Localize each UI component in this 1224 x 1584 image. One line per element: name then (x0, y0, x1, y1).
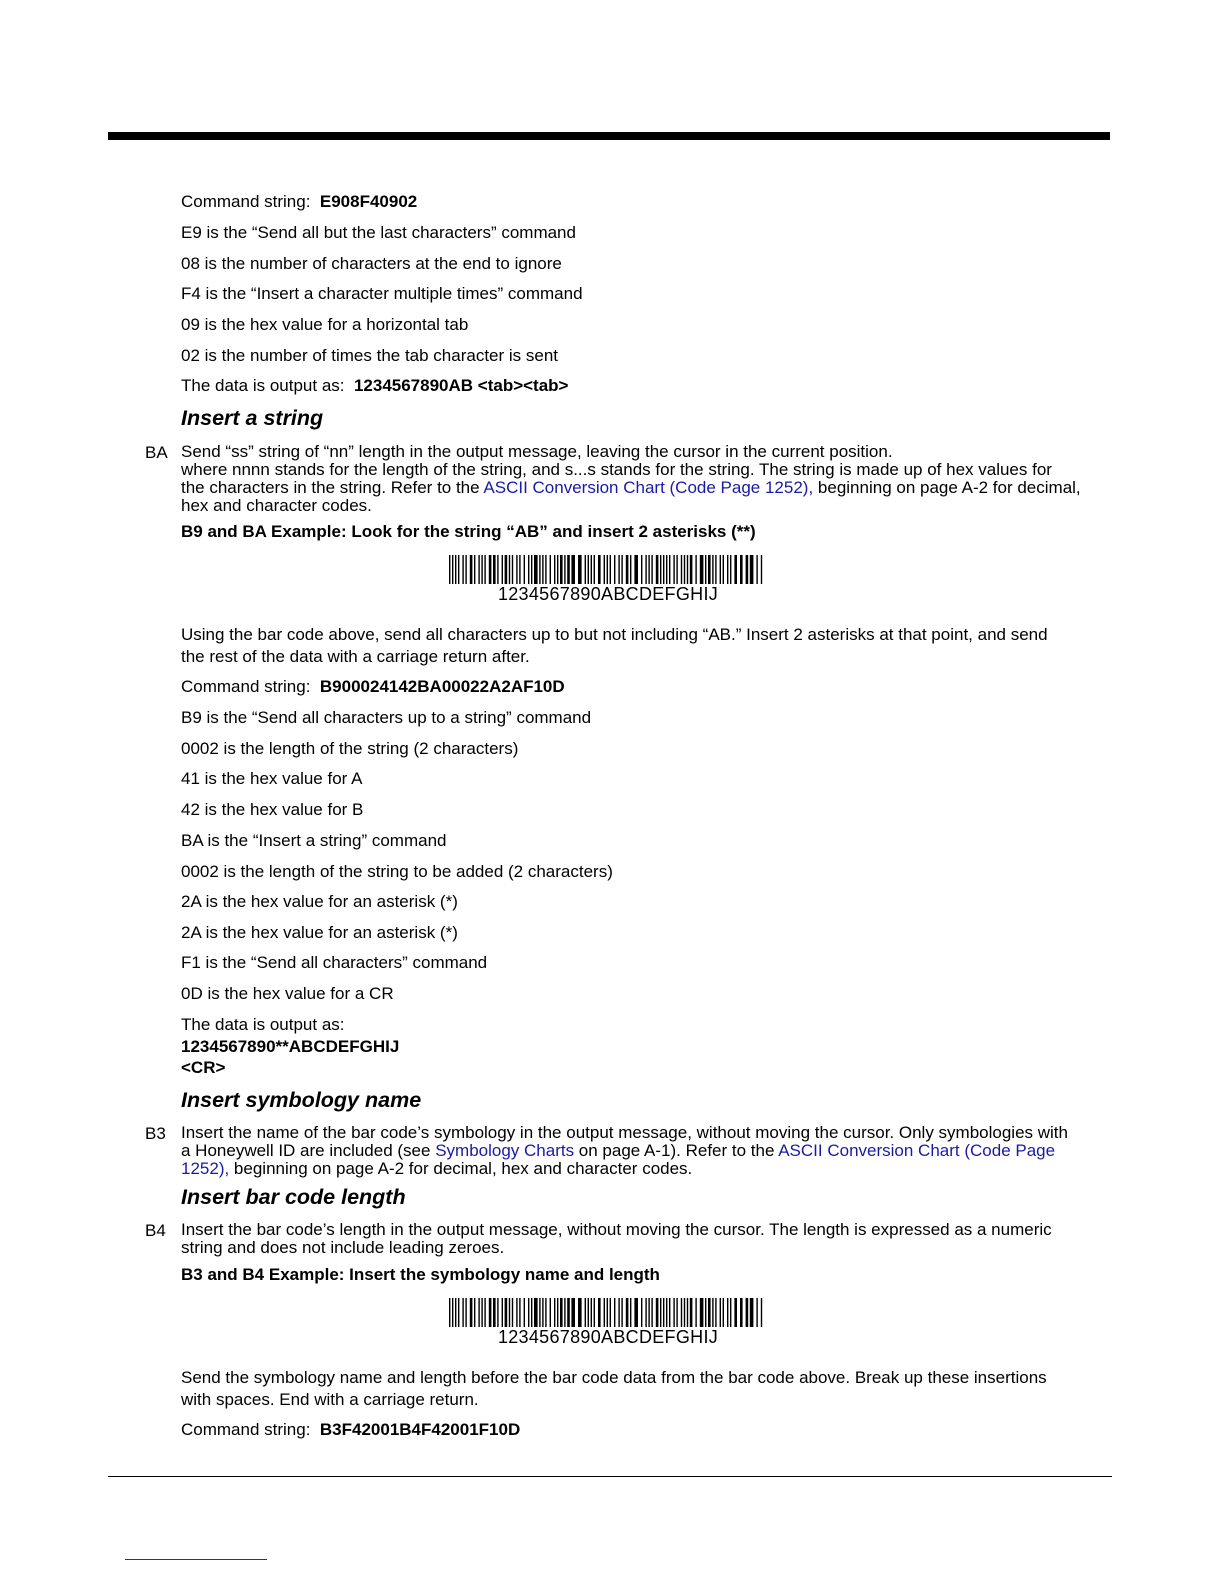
barcode-bar (588, 1298, 589, 1327)
explanation-line: 0D is the hex value for a CR (181, 984, 394, 1003)
barcode-label: 1234567890ABCDEFGHIJ (497, 584, 719, 604)
barcode-bar (578, 555, 582, 584)
barcode-bar (607, 555, 608, 584)
barcode-bar (666, 1298, 667, 1327)
ascii-chart-link[interactable]: ASCII Conversion Chart (Code Page 1252), (483, 478, 814, 497)
section-heading: Insert symbology name (181, 1088, 422, 1112)
description-text: beginning on page A-2 for decimal, (813, 478, 1081, 497)
barcode-bar (524, 555, 525, 584)
barcode-bar (645, 1298, 646, 1327)
barcode-bar (663, 1298, 664, 1327)
ascii-chart-link[interactable]: ASCII Conversion Chart (Code Page (778, 1141, 1056, 1160)
barcode-image (449, 1298, 767, 1347)
barcode-bar (528, 1298, 529, 1327)
barcode-bar (598, 555, 601, 584)
explanation-line: 0002 is the length of the string to be added (2 characters) (181, 862, 613, 881)
barcode-bar (730, 555, 731, 584)
command-code: BA (145, 443, 168, 462)
barcode-bar (484, 1298, 485, 1327)
barcode-bar (519, 1298, 520, 1327)
explanation-line: E9 is the “Send all but the last characters” command (181, 223, 576, 242)
barcode-bar (684, 555, 685, 584)
barcode-bar (705, 555, 706, 584)
barcode-bar (634, 1298, 638, 1327)
barcode-bar (449, 1298, 450, 1327)
barcode-bar (660, 555, 661, 584)
barcode-bar (528, 555, 529, 584)
barcode-bar (621, 555, 622, 584)
barcode-bar (727, 555, 728, 584)
barcode-bar (462, 555, 463, 584)
barcode-bars (449, 555, 767, 584)
barcode-bar (512, 1298, 513, 1327)
barcode-bar (531, 1298, 532, 1327)
barcode-bar (455, 555, 456, 584)
barcode-bar (656, 555, 659, 584)
barcode-bar (750, 555, 754, 584)
barcode-bar (618, 1298, 619, 1327)
command-description (181, 443, 1106, 515)
barcode-bar (489, 555, 492, 584)
barcode-bar (564, 555, 565, 584)
command-string-line (181, 677, 565, 697)
barcode-bar (723, 555, 724, 584)
section-heading: Insert a string (181, 406, 324, 430)
barcode-bar (673, 1298, 674, 1327)
barcode-bar (474, 1298, 475, 1327)
barcode-bar (470, 555, 473, 584)
command-code: B4 (145, 1221, 166, 1240)
barcode-bar (730, 1298, 731, 1327)
barcode-bar (676, 1298, 677, 1327)
barcode-bar (481, 1298, 482, 1327)
explanation-line: F4 is the “Insert a character multiple times” command (181, 284, 583, 303)
barcode-bar (630, 555, 631, 584)
barcode-bar (462, 1298, 463, 1327)
output-label: The data is output as: (181, 376, 345, 395)
barcode-bar (676, 555, 677, 584)
explanation-line: B9 is the “Send all characters up to a string” command (181, 708, 592, 727)
description-text: beginning on page A-2 for decimal, hex and character codes. (229, 1159, 693, 1178)
barcode-bar (591, 555, 592, 584)
barcode-bar (554, 555, 555, 584)
barcode-bar (452, 555, 453, 584)
barcode-bar (502, 555, 503, 584)
barcode-bar (502, 1298, 503, 1327)
description-line (181, 1160, 1106, 1178)
footer-rule (108, 1476, 1112, 1477)
section-heading: Insert bar code length (181, 1185, 406, 1209)
barcode-bar (458, 1298, 459, 1327)
barcode-bar (585, 555, 586, 584)
barcode-bar (567, 555, 570, 584)
barcode-label: 1234567890ABCDEFGHIJ (497, 1327, 719, 1347)
output-value: <CR> (181, 1058, 226, 1077)
footer-link-underline (125, 1559, 267, 1560)
barcode-bar (761, 555, 762, 584)
barcode-bar (519, 555, 520, 584)
explanation-line: 2A is the hex value for an asterisk (*) (181, 892, 458, 911)
barcode-bar (669, 1298, 670, 1327)
barcode-bar (700, 555, 704, 584)
barcode-bar (534, 1298, 538, 1327)
barcode-bar (484, 555, 485, 584)
description-line: string and does not include leading zeroes. (181, 1238, 505, 1257)
barcode-bar (708, 555, 711, 584)
barcode-bar (700, 1298, 704, 1327)
barcode-bar (761, 1298, 762, 1327)
description-text: the characters in the string. Refer to the (181, 478, 484, 497)
barcode-bar (474, 555, 475, 584)
instruction-line: Using the bar code above, send all characters up to but not including “AB.” Insert 2 asterisks at that point, and send (181, 625, 1048, 644)
barcode-bar (516, 555, 517, 584)
barcode-bar (465, 555, 466, 584)
description-text: a Honeywell ID are included (see (181, 1141, 436, 1160)
barcode-bar (534, 555, 538, 584)
barcode-bar (681, 1298, 682, 1327)
barcode-bar (531, 555, 532, 584)
barcode-bar (614, 555, 615, 584)
barcode-bar (746, 1298, 749, 1327)
explanation-line: 42 is the hex value for B (181, 800, 364, 819)
barcode-bar (607, 1298, 608, 1327)
barcode-bar (734, 1298, 737, 1327)
barcode-bar (505, 555, 508, 584)
barcode-bar (687, 555, 688, 584)
symbology-charts-link[interactable]: Symbology Charts (435, 1141, 575, 1160)
barcode-bar (756, 1298, 757, 1327)
barcode-bar (614, 1298, 615, 1327)
barcode-bar (705, 1298, 706, 1327)
barcode-bar (626, 555, 629, 584)
barcode-bar (695, 555, 696, 584)
barcode-bar (470, 1298, 473, 1327)
barcode-bar (651, 555, 652, 584)
command-string-label: Command string: (181, 677, 311, 696)
output-label: The data is output as: (181, 1015, 345, 1034)
barcode-bar (465, 1298, 466, 1327)
barcode-bar (715, 555, 716, 584)
barcode-bar (648, 1298, 649, 1327)
example-title: B9 and BA Example: Look for the string “AB” and insert 2 asterisks (**) (181, 522, 756, 541)
barcode-bar (458, 555, 459, 584)
barcode-bar (505, 1298, 508, 1327)
command-description (181, 1124, 1106, 1178)
explanation-line: F1 is the “Send all characters” command (181, 953, 488, 972)
explanation-line: 02 is the number of times the tab character is sent (181, 346, 559, 365)
barcode-bar (554, 1298, 555, 1327)
barcode-bar (542, 1298, 543, 1327)
barcode-bar (695, 1298, 696, 1327)
barcode-bar (493, 555, 496, 584)
barcode-bar (645, 555, 646, 584)
barcode-bar (610, 1298, 611, 1327)
barcode-bar (497, 555, 498, 584)
explanation-line: 08 is the number of characters at the end to ignore (181, 254, 562, 273)
description-line: where nnnn stands for the length of the string, and s...s stands for the string. The string is made up of hex values for (181, 460, 1052, 479)
barcode-bar (598, 1298, 601, 1327)
barcode-bar (571, 1298, 575, 1327)
barcode-bar (478, 555, 479, 584)
barcode-bar (610, 555, 611, 584)
barcode-bar (545, 1298, 546, 1327)
explanation-line: 09 is the hex value for a horizontal tab (181, 315, 469, 334)
barcode-bar (512, 555, 513, 584)
barcode-bar (666, 555, 667, 584)
barcode-bar (557, 555, 558, 584)
barcode-bar (618, 555, 619, 584)
barcode-bar (660, 1298, 661, 1327)
description-text: on page A-1). Refer to the (574, 1141, 779, 1160)
barcode-bar (712, 555, 713, 584)
example-title: B3 and B4 Example: Insert the symbology name and length (181, 1265, 660, 1284)
barcode-bar (560, 555, 563, 584)
barcode-bar (588, 555, 589, 584)
barcode-bar (452, 1298, 453, 1327)
barcode-bar (727, 1298, 728, 1327)
barcode-bar (550, 1298, 551, 1327)
barcode-bar (449, 555, 450, 584)
explanation-line: BA is the “Insert a string” command (181, 831, 447, 850)
command-string-line (181, 1420, 520, 1440)
barcode-bar (557, 1298, 558, 1327)
barcode-bar (746, 555, 749, 584)
barcode-bar (497, 1298, 498, 1327)
barcode-bar (493, 1298, 496, 1327)
barcode-bar (550, 555, 551, 584)
barcode-bar (591, 1298, 592, 1327)
barcode-bar (489, 1298, 492, 1327)
description-line (181, 479, 1106, 497)
barcode-bar (656, 1298, 659, 1327)
barcode-bar (734, 555, 737, 584)
command-code: B3 (145, 1124, 166, 1143)
barcode-bar (684, 1298, 685, 1327)
explanation-line: 2A is the hex value for an asterisk (*) (181, 923, 458, 942)
description-line (181, 1142, 1106, 1160)
barcode-bar (740, 555, 743, 584)
barcode-bar (634, 555, 638, 584)
barcode-bar (720, 555, 721, 584)
barcode-bars (449, 1298, 767, 1327)
barcode-bar (630, 1298, 631, 1327)
barcode-bar (571, 555, 575, 584)
barcode-bar (723, 1298, 724, 1327)
instruction-line: Send the symbology name and length before the bar code data from the bar code above. Break up these insertions (181, 1368, 1047, 1387)
barcode-bar (690, 1298, 693, 1327)
output-value: 1234567890AB <tab><tab> (353, 376, 569, 395)
barcode-bar (641, 555, 642, 584)
barcode-bar (626, 1298, 629, 1327)
barcode-bar (516, 1298, 517, 1327)
description-line: Insert the bar code’s length in the output message, without moving the cursor. The length is expressed as a numeric (181, 1220, 1052, 1239)
output-value: 1234567890**ABCDEFGHIJ (181, 1037, 400, 1056)
description-line: Send “ss” string of “nn” length in the output message, leaving the cursor in the current position. (181, 442, 893, 461)
command-string-value: B3F42001B4F42001F10D (319, 1420, 521, 1439)
barcode-bar (720, 1298, 721, 1327)
barcode-bar (669, 555, 670, 584)
barcode-bar (478, 1298, 479, 1327)
barcode-bar (545, 555, 546, 584)
barcode-bar (539, 1298, 540, 1327)
barcode-bar (567, 1298, 570, 1327)
barcode-bar (756, 555, 757, 584)
barcode-bar (524, 1298, 525, 1327)
barcode-bar (455, 1298, 456, 1327)
barcode-bar (648, 555, 649, 584)
explanation-line: 41 is the hex value for A (181, 769, 363, 788)
barcode-bar (673, 555, 674, 584)
command-string-value: B900024142BA00022A2AF10D (319, 677, 565, 696)
command-string-line (181, 192, 417, 212)
barcode-bar (604, 555, 605, 584)
command-description (181, 1221, 1106, 1257)
barcode-bar (750, 1298, 754, 1327)
barcode-bar (509, 1298, 510, 1327)
barcode-bar (542, 555, 543, 584)
barcode-bar (740, 1298, 743, 1327)
instruction-line: with spaces. End with a carriage return. (181, 1390, 479, 1409)
barcode-image (449, 555, 767, 604)
barcode-bar (604, 1298, 605, 1327)
barcode-bar (712, 1298, 713, 1327)
barcode-bar (585, 1298, 586, 1327)
command-string-label: Command string: (181, 1420, 311, 1439)
command-string-label: Command string: (181, 192, 311, 211)
barcode-bar (560, 1298, 563, 1327)
barcode-bar (578, 1298, 582, 1327)
explanation-line: 0002 is the length of the string (2 characters) (181, 739, 519, 758)
barcode-bar (651, 1298, 652, 1327)
output-line (181, 376, 569, 396)
barcode-bar (594, 1298, 595, 1327)
barcode-bar (509, 555, 510, 584)
barcode-bar (663, 555, 664, 584)
description-line: Insert the name of the bar code’s symbology in the output message, without moving the cursor. Only symbologies with (181, 1123, 1068, 1142)
description-line: hex and character codes. (181, 496, 372, 515)
barcode-bar (687, 1298, 688, 1327)
barcode-bar (681, 555, 682, 584)
instruction-line: the rest of the data with a carriage return after. (181, 647, 530, 666)
barcode-bar (564, 1298, 565, 1327)
header-rule (108, 132, 1110, 140)
barcode-bar (481, 555, 482, 584)
barcode-bar (708, 1298, 711, 1327)
barcode-bar (621, 1298, 622, 1327)
barcode-bar (715, 1298, 716, 1327)
barcode-bar (690, 555, 693, 584)
ascii-chart-link[interactable]: 1252), (181, 1159, 230, 1178)
barcode-bar (641, 1298, 642, 1327)
command-string-value: E908F40902 (319, 192, 418, 211)
barcode-bar (594, 555, 595, 584)
barcode-bar (539, 555, 540, 584)
